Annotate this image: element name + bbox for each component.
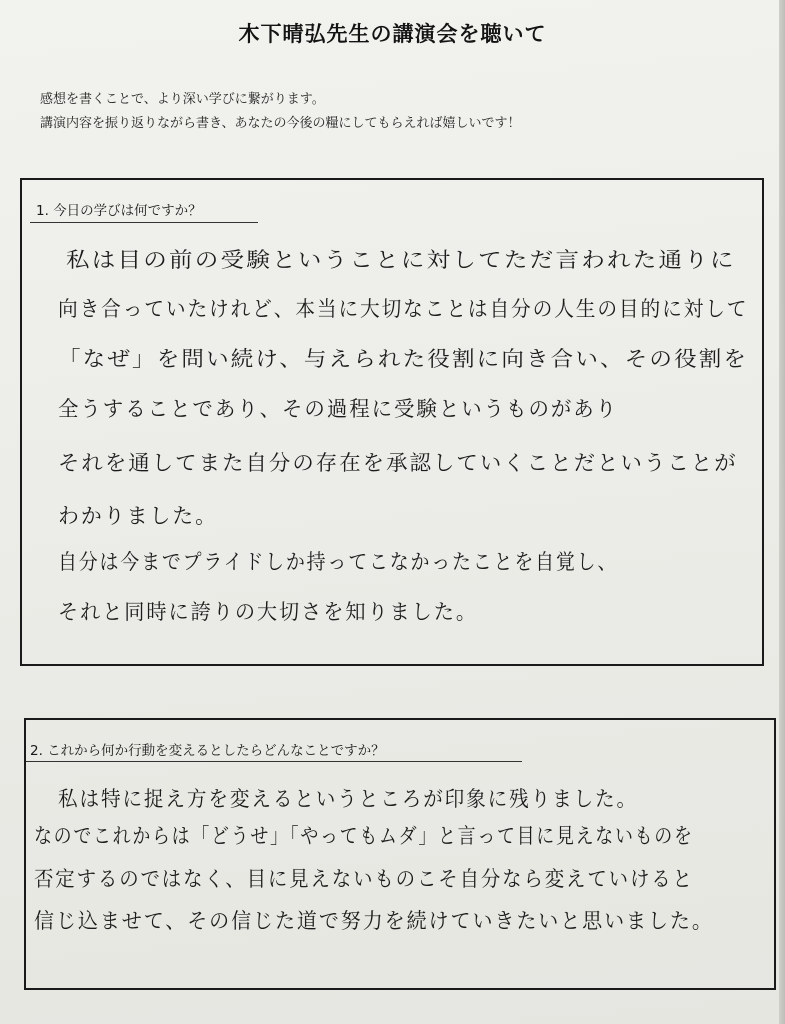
answer-2-line-4: 信じ込ませて、その信じた道で努力を続けていきたいと思いました。 [34, 909, 714, 933]
answer-2-line-3: 否定するのではなく、目に見えないものこそ自分なら変えていけると [34, 867, 694, 891]
page-edge [779, 0, 785, 1024]
question-1-underline [30, 222, 258, 223]
answer-2-line-2: なのでこれからは「どうせ」「やってもムダ」と言って目に見えないものを [34, 824, 694, 848]
answer-1-line-2: 向き合っていたけれど、本当に大切なことは自分の人生の目的に対して [58, 297, 749, 321]
intro-line-1: 感想を書くことで、より深い学びに繋がります。 [40, 92, 325, 107]
answer-1-line-8: それと同時に誇りの大切さを知りました。 [58, 600, 478, 624]
intro-line-2: 講演内容を振り返りながら書き、あなたの今後の糧にしてもらえれば嬉しいです！ [40, 116, 521, 131]
answer-1-line-1: 私は目の前の受験ということに対してただ言われた通りに [66, 248, 736, 272]
document-title: 木下晴弘先生の講演会を聴いて [238, 22, 547, 46]
intro-text [40, 88, 520, 136]
question-1: 1. 今日の学びは何ですか？ [36, 203, 202, 219]
question-2-underline [26, 761, 522, 762]
answer-1-line-4: 全うすることであり、その過程に受験というものがあり [58, 397, 619, 421]
answer-1-line-3: 「なぜ」を問い続け、与えられた役割に向き合い、その役割を [58, 347, 749, 371]
answer-1-line-7: 自分は今までプライドしか持ってこなかったことを自覚し、 [58, 550, 619, 574]
answer-1-line-6: わかりました。 [58, 504, 219, 528]
answer-1-line-5: それを通してまた自分の存在を承認していくことだということが [58, 451, 738, 475]
answer-2-line-1: 私は特に捉え方を変えるというところが印象に残りました。 [58, 787, 639, 811]
question-2: 2. これから何か行動を変えるとしたらどんなことですか？ [30, 743, 385, 759]
